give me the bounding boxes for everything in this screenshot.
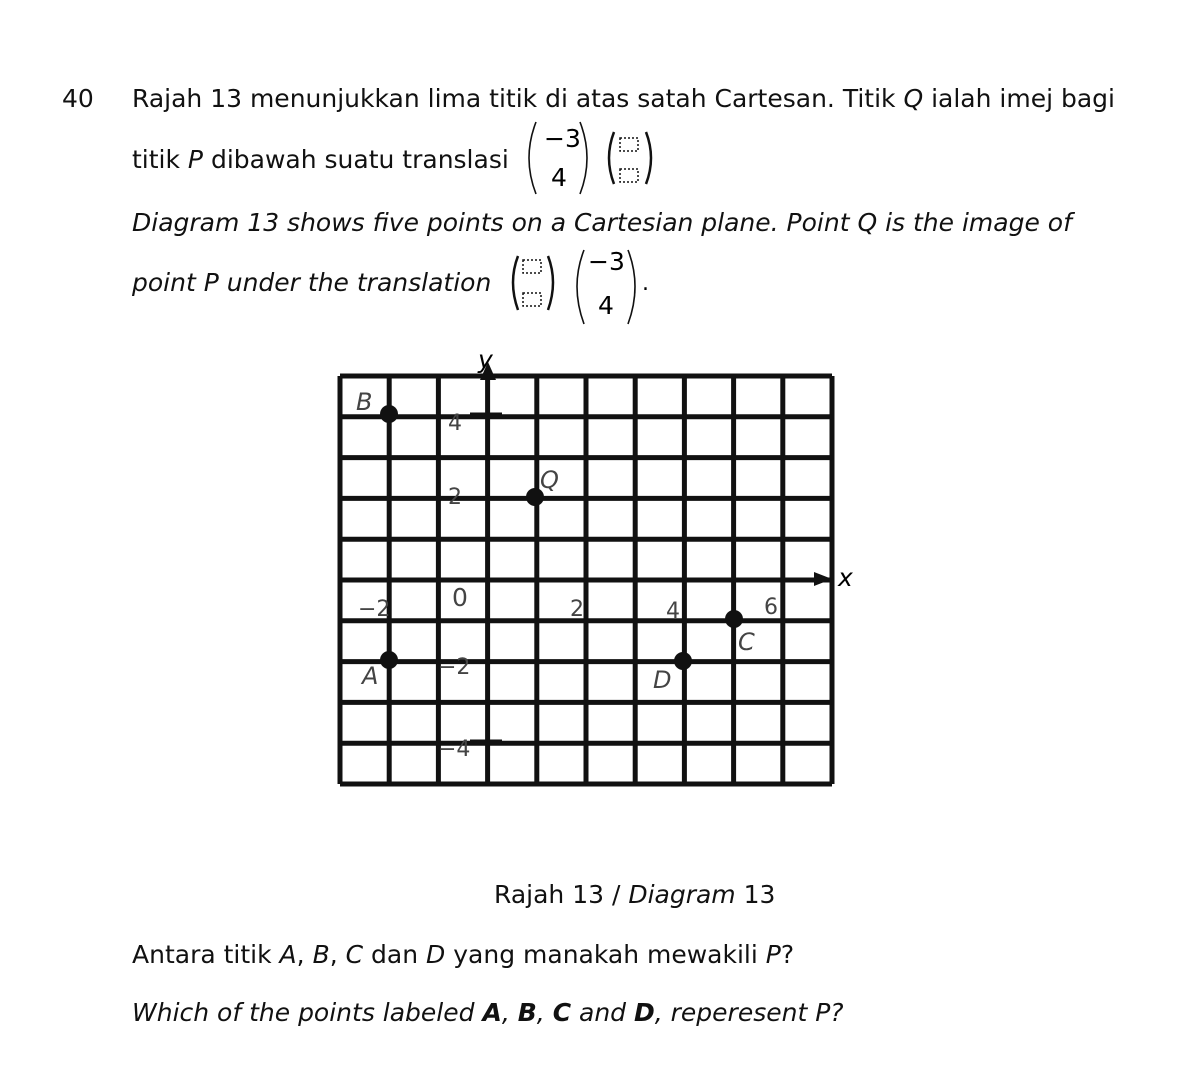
question-text-ms-line1	[132, 84, 1115, 113]
grid	[340, 376, 832, 784]
x-axis-label: x	[838, 563, 853, 592]
point-b	[380, 405, 398, 423]
question-text-ms-line2	[132, 145, 509, 174]
label-q: Q	[540, 466, 559, 494]
label-d: D	[653, 666, 672, 694]
caption-num: 13	[735, 880, 776, 909]
ms-line2-b: dibawah suatu translasi	[203, 145, 509, 174]
caption-ms: Rajah 13 /	[494, 880, 629, 909]
prompt-en-b-label: B	[517, 998, 537, 1027]
en-period: .	[642, 271, 649, 296]
en-translation-vector	[508, 246, 658, 326]
question-number: 40	[62, 84, 94, 113]
x-tick-6: 6	[764, 595, 778, 620]
vector-bottom: 4	[551, 163, 567, 192]
y-tick-2: 2	[448, 485, 462, 510]
label-b: B	[356, 388, 373, 416]
question-text-en-line1: Diagram 13 shows five points on a Cartesian plane. Point Q is the image of	[132, 208, 1072, 237]
prompt-en-comma1: ,	[501, 998, 518, 1027]
answer-box-bottom[interactable]	[620, 169, 638, 182]
prompt-c: C	[345, 940, 364, 969]
vector-bottom-en: 4	[598, 291, 614, 320]
y-tick-4: 4	[448, 411, 462, 436]
label-a: A	[362, 662, 379, 690]
prompt-en-a-label: A	[482, 998, 502, 1027]
x-tick-4: 4	[666, 599, 680, 624]
ms-q-label: Q	[903, 84, 924, 113]
x-tick-2: 2	[570, 597, 584, 622]
question-text-en-line2: point P under the translation	[132, 268, 492, 297]
prompt-dan: dan	[363, 940, 427, 969]
prompt-ms-q: ?	[780, 940, 795, 969]
ms-p-label: P	[187, 145, 203, 174]
ms-line2-a: titik	[132, 145, 188, 174]
prompt-en-c-label: C	[552, 998, 572, 1027]
prompt-ms-b: yang manakah mewakili	[445, 940, 766, 969]
y-tick-neg2: −2	[438, 655, 471, 680]
prompt-comma1: ,	[296, 940, 313, 969]
ms-translation-vector	[518, 118, 668, 198]
prompt-b: B	[312, 940, 330, 969]
prompt-en-q: P?	[815, 998, 844, 1027]
origin-label: 0	[452, 583, 468, 612]
prompt-ms-a: Antara titik	[132, 940, 280, 969]
prompt-en-a: Which of the points labeled	[132, 998, 483, 1027]
prompt-a: A	[279, 940, 297, 969]
answer-box-bottom-en[interactable]	[523, 293, 541, 306]
answer-box-top-en[interactable]	[523, 260, 541, 273]
prompt-en-d-label: D	[633, 998, 655, 1027]
prompt-p: P	[765, 940, 781, 969]
x-axis-arrow	[814, 572, 832, 586]
diagram-caption	[494, 880, 775, 909]
point-a	[380, 651, 398, 669]
ms-line1-text: Rajah 13 menunjukkan lima titik di atas satah Cartesan. Titik	[132, 84, 904, 113]
y-tick-neg4: −4	[438, 737, 471, 762]
label-c: C	[738, 628, 755, 656]
point-d	[674, 652, 692, 670]
prompt-d: D	[426, 940, 446, 969]
prompt-en	[132, 998, 844, 1027]
x-tick-neg2: −2	[358, 597, 391, 622]
y-axis-label: y	[478, 345, 493, 374]
prompt-en-b: , reperesent	[654, 998, 816, 1027]
vector-top-en: −3	[588, 247, 625, 276]
prompt-comma2: ,	[329, 940, 346, 969]
prompt-en-comma2: ,	[536, 998, 553, 1027]
ms-line1-end: ialah imej bagi	[923, 84, 1115, 113]
cartesian-diagram	[320, 340, 860, 800]
answer-box-top[interactable]	[620, 138, 638, 151]
point-c	[725, 610, 743, 628]
prompt-ms	[132, 940, 794, 969]
caption-en: Diagram	[628, 880, 736, 909]
vector-top: −3	[544, 124, 581, 153]
prompt-en-and: and	[571, 998, 634, 1027]
